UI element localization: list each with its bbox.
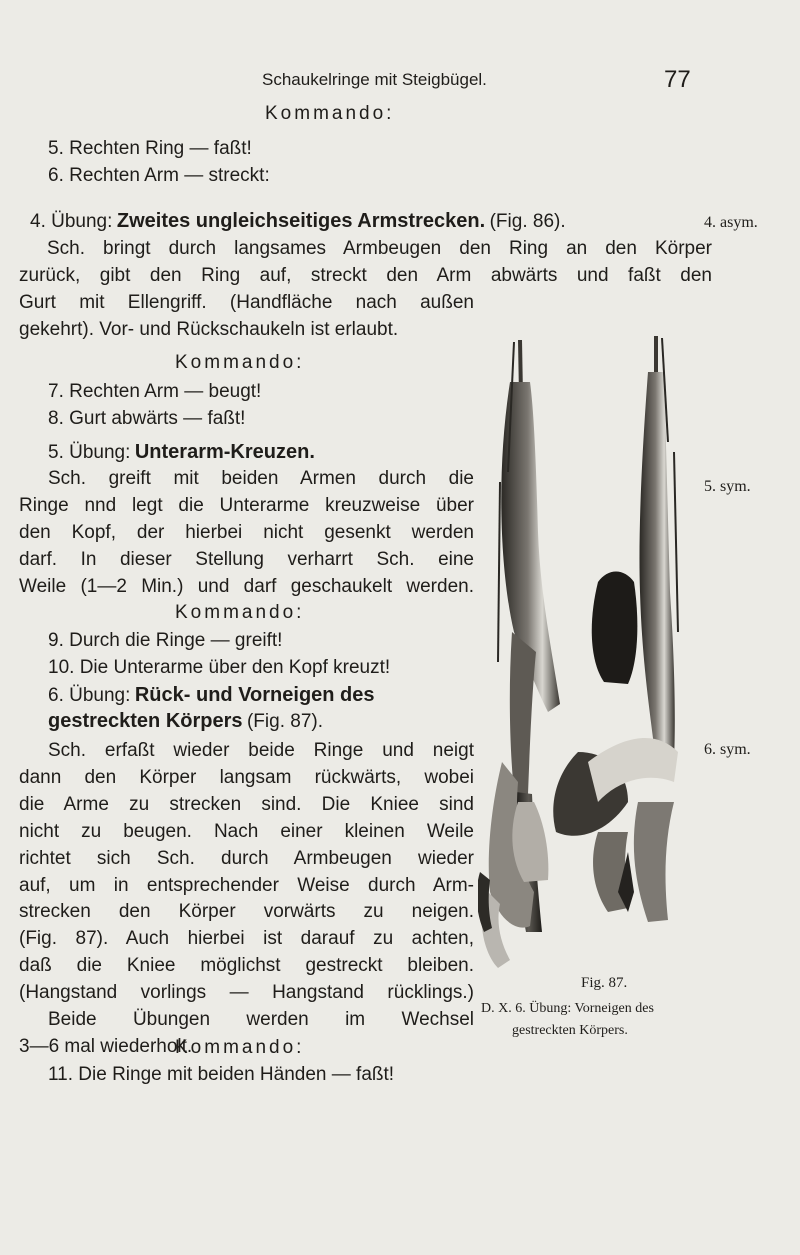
margin-note: 6. sym.: [704, 741, 751, 758]
text-line: gekehrt). Vor- und Rückschaukeln ist erlaubt.: [19, 318, 399, 340]
text-line: richtet sich Sch. durch Armbeugen wieder: [19, 847, 474, 869]
command-line: 9. Durch die Ringe — greift!: [48, 630, 283, 651]
text-line: (Fig. 87). Auch hierbei ist darauf zu achten,: [19, 928, 474, 950]
exercise-6-heading-cont: [48, 710, 323, 733]
text-line: daß die Kniee möglichst gestreckt bleiben.: [19, 955, 474, 977]
exercise-label: 6. Übung:: [48, 685, 131, 706]
margin-note: 5. sym.: [704, 478, 751, 495]
figure-87-illustration: [478, 332, 710, 984]
text-line: Weile (1—2 Min.) und darf geschaukelt werden.: [19, 575, 474, 597]
exercise-title: Unterarm-Kreuzen.: [134, 441, 315, 463]
text-line: Beide Übungen werden im Wechsel: [48, 1009, 474, 1031]
figure-caption: gestreckten Körpers.: [512, 1023, 628, 1038]
exercise-5-paragraph: [19, 466, 474, 601]
exercise-title: Zweites ungleichseitiges Armstrecken.: [116, 210, 486, 232]
exercise-6-paragraph: [19, 738, 474, 1061]
text-line: Sch. erfaßt wieder beide Ringe und neigt: [48, 740, 474, 761]
text-line: (Hangstand vorlings — Hangstand rücklings.): [19, 982, 474, 1004]
margin-note: 4. asym.: [704, 214, 758, 231]
text-line: strecken den Körper vorwärts zu neigen.: [19, 901, 474, 923]
exercise-title: gestreckten Körpers: [48, 710, 243, 732]
text-line: nicht zu beugen. Nach einer kleinen Weile: [19, 820, 474, 842]
command-line: 8. Gurt abwärts — faßt!: [48, 408, 246, 429]
text-line: den Kopf, der hierbei nicht gesenkt werden: [19, 521, 474, 543]
exercise-6-heading: [48, 684, 375, 707]
text-line: auf, um in entsprechender Weise durch Arm-: [19, 874, 474, 896]
text-line: Ringe nnd legt die Unterarme kreuzweise über: [19, 494, 474, 516]
command-line: 7. Rechten Arm — beugt!: [48, 381, 262, 402]
exercise-label: 5. Übung:: [48, 442, 131, 463]
figure-reference: (Fig. 87).: [246, 711, 324, 732]
text-line: die Arme zu strecken sind. Die Kniee sind: [19, 793, 474, 815]
command-line: 5. Rechten Ring — faßt!: [48, 138, 252, 159]
exercise-4-paragraph-narrow: [19, 290, 474, 344]
command-line: 11. Die Ringe mit beiden Händen — faßt!: [48, 1064, 395, 1085]
exercise-title: Rück- und Vorneigen des: [134, 684, 375, 706]
page-number: 77: [664, 66, 691, 93]
figure-caption: D. X. 6. Übung: Vorneigen des: [481, 1001, 654, 1016]
text-line: dann den Körper langsam rückwärts, wobei: [19, 766, 474, 788]
text-line: Gurt mit Ellengriff. (Handfläche nach außen: [19, 292, 474, 313]
text-line: Sch. bringt durch langsames Armbeugen den Ring an den Körper: [47, 238, 712, 259]
exercise-5-heading: [48, 441, 315, 464]
command-line: 6. Rechten Arm — streckt:: [48, 165, 270, 186]
exercise-4-paragraph-wide: [19, 236, 712, 290]
kommando-heading: Kommando:: [175, 352, 305, 373]
text-line: 3—6 mal wiederholt.: [19, 1035, 193, 1057]
kommando-heading: Kommando:: [265, 103, 395, 124]
command-line: 10. Die Unterarme über den Kopf kreuzt!: [48, 657, 391, 678]
text-line: zurück, gibt den Ring auf, streckt den Arm abwärts und faßt den: [19, 264, 712, 286]
kommando-heading: Kommando:: [175, 1037, 305, 1058]
figure-label: Fig. 87.: [581, 975, 628, 991]
figure-reference: (Fig. 86).: [489, 211, 566, 232]
text-line: Sch. greift mit beiden Armen durch die: [48, 468, 474, 489]
text-line: darf. In dieser Stellung verharrt Sch. eine: [19, 548, 474, 570]
kommando-heading: Kommando:: [175, 602, 305, 623]
exercise-label: 4. Übung:: [30, 211, 113, 232]
exercise-4-heading: [30, 210, 566, 233]
running-header-title: Schaukelringe mit Steigbügel.: [262, 70, 487, 89]
